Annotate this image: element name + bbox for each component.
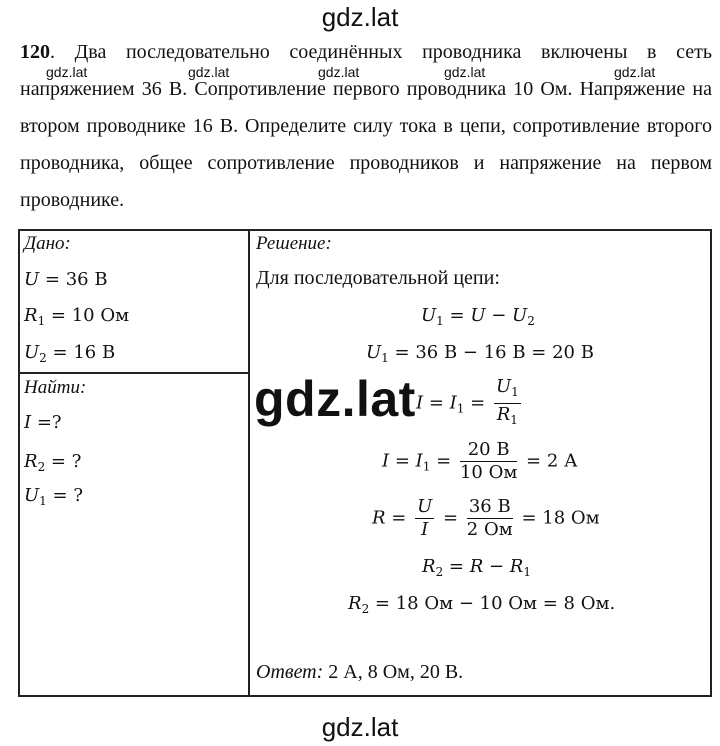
equation-current-formula: $I = I_1$ = $\frac{U_1}{R_1}$ — [416, 376, 524, 431]
find-label: Найти: — [24, 377, 87, 398]
table-divider-given-find — [18, 372, 249, 374]
task-text: . Два последовательно соединённых проводника включены в сеть напряжением 36 В. Сопротивление первого проводника 10 Ом. Напряжение на втором проводнике 16 В. Определите силу тока в цепи, сопротивление второго проводника, общее сопротивление проводников и напряжение на первом проводнике. — [20, 41, 712, 211]
find-current: I =? — [24, 412, 62, 433]
watermark-small-3: gdz.lat — [318, 64, 360, 80]
task-statement — [20, 34, 712, 219]
fraction-36v-2ohm: $\frac{36 В}{2 Ом}$ — [466, 496, 513, 540]
solution-intro: Для последовательной цепи: — [256, 267, 500, 289]
watermark-small-1: gdz.lat — [46, 64, 88, 80]
watermark-bottom: gdz.lat — [321, 712, 399, 742]
table-border-top — [18, 229, 712, 231]
equation-r2-difference: $R_2 = R - R_1$ — [422, 556, 531, 579]
fraction-u-i: $\frac{U}{I}$ — [417, 496, 433, 540]
fraction-20v-10ohm: $\frac{20 В}{10 Ом}$ — [459, 439, 518, 483]
solution-label: Решение: — [256, 233, 332, 254]
given-voltage: U = 36 В — [24, 269, 108, 290]
equation-u1-value: $U_1 = 36$ В − 16 В = 20 В — [366, 342, 594, 365]
equation-current-value: $I = I_1$ = $\frac{20 В}{10 Ом}$ = 2 А — [382, 439, 578, 483]
given-resistance-1: $R_1 = 10$ Ом — [24, 305, 130, 328]
solution-table — [18, 229, 712, 696]
watermark-small-2: gdz.lat — [188, 64, 230, 80]
find-voltage-1: $U_1$ = ? — [24, 485, 83, 508]
find-resistance-2: $R_2$ = ? — [24, 451, 82, 474]
given-label: Дано: — [24, 233, 71, 254]
table-border-left — [18, 229, 20, 696]
table-divider-vertical — [248, 229, 250, 696]
answer — [256, 661, 463, 684]
equation-total-resistance: R = $\frac{U}{I}$ = $\frac{36 В}{2 Ом}$ = 18 Ом — [372, 496, 600, 540]
watermark-center: gdz.lat — [254, 371, 416, 427]
table-border-bottom — [18, 695, 712, 697]
equation-r2-value: $R_2 = 18$ Ом − 10 Ом = 8 Ом. — [348, 593, 616, 616]
equation-u1-difference: $U_1 = U - U_2$ — [421, 305, 535, 328]
table-border-right — [710, 229, 712, 696]
given-voltage-2: $U_2 = 16$ В — [24, 342, 116, 365]
answer-label: Ответ: — [256, 661, 324, 683]
watermark-small-5: gdz.lat — [614, 64, 656, 80]
task-number: 120 — [20, 41, 50, 63]
watermark-small-4: gdz.lat — [444, 64, 486, 80]
fraction-u1-r1: $\frac{U_1}{R_1}$ — [495, 376, 519, 427]
watermark-top: gdz.lat — [321, 2, 399, 32]
answer-text: 2 А, 8 Ом, 20 В. — [323, 661, 464, 683]
